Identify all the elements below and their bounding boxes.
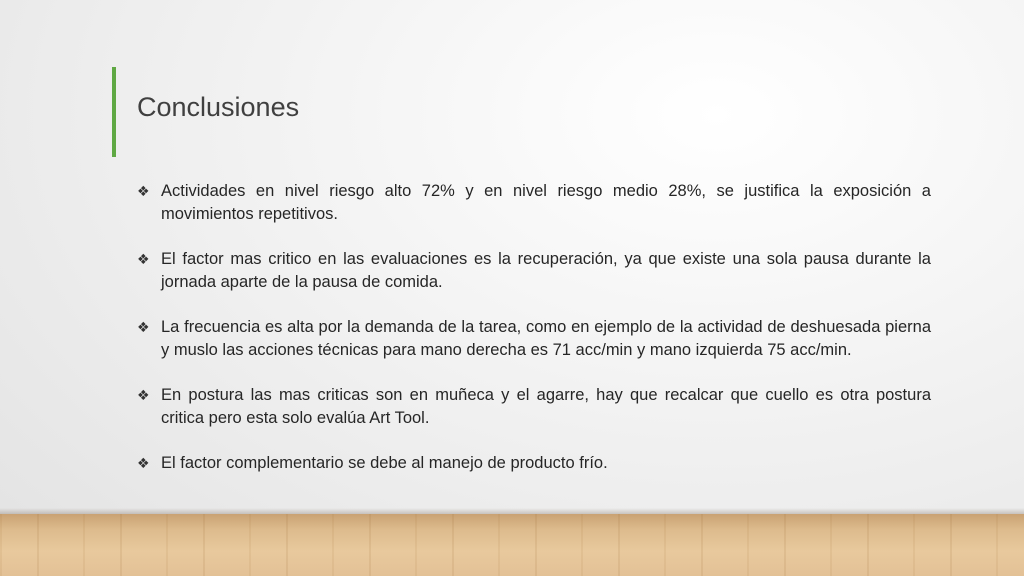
title-accent-bar <box>112 67 116 157</box>
diamond-bullet-icon: ❖ <box>137 251 150 267</box>
bullet-text: En postura las mas criticas son en muñeca y el agarre, hay que recalcar que cuello es otra postura critica pero esta solo evalúa Art Tool. <box>161 386 931 427</box>
diamond-bullet-icon: ❖ <box>137 319 150 335</box>
list-item <box>137 248 931 294</box>
bullet-text: El factor complementario se debe al manejo de producto frío. <box>161 454 608 472</box>
slide-title: Conclusiones <box>137 92 300 122</box>
diamond-bullet-icon: ❖ <box>137 183 150 199</box>
list-item <box>137 452 931 475</box>
bullet-text: La frecuencia es alta por la demanda de la tarea, como en ejemplo de la actividad de deshuesada pierna y muslo las acciones técnicas para mano derecha es 71 acc/min y mano izquierda 75 acc/min. <box>161 318 931 359</box>
list-item <box>137 316 931 362</box>
list-item <box>137 384 931 430</box>
diamond-bullet-icon: ❖ <box>137 455 150 471</box>
diamond-bullet-icon: ❖ <box>137 387 150 403</box>
bullet-text: El factor mas critico en las evaluaciones es la recuperación, ya que existe una sola pausa durante la jornada aparte de la pausa de comida. <box>161 250 931 291</box>
bullet-text: Actividades en nivel riesgo alto 72% y en nivel riesgo medio 28%, se justifica la exposición a movimientos repetitivos. <box>161 182 931 223</box>
bullet-list <box>137 180 931 497</box>
list-item <box>137 180 931 226</box>
wood-floor-decoration <box>0 514 1024 576</box>
